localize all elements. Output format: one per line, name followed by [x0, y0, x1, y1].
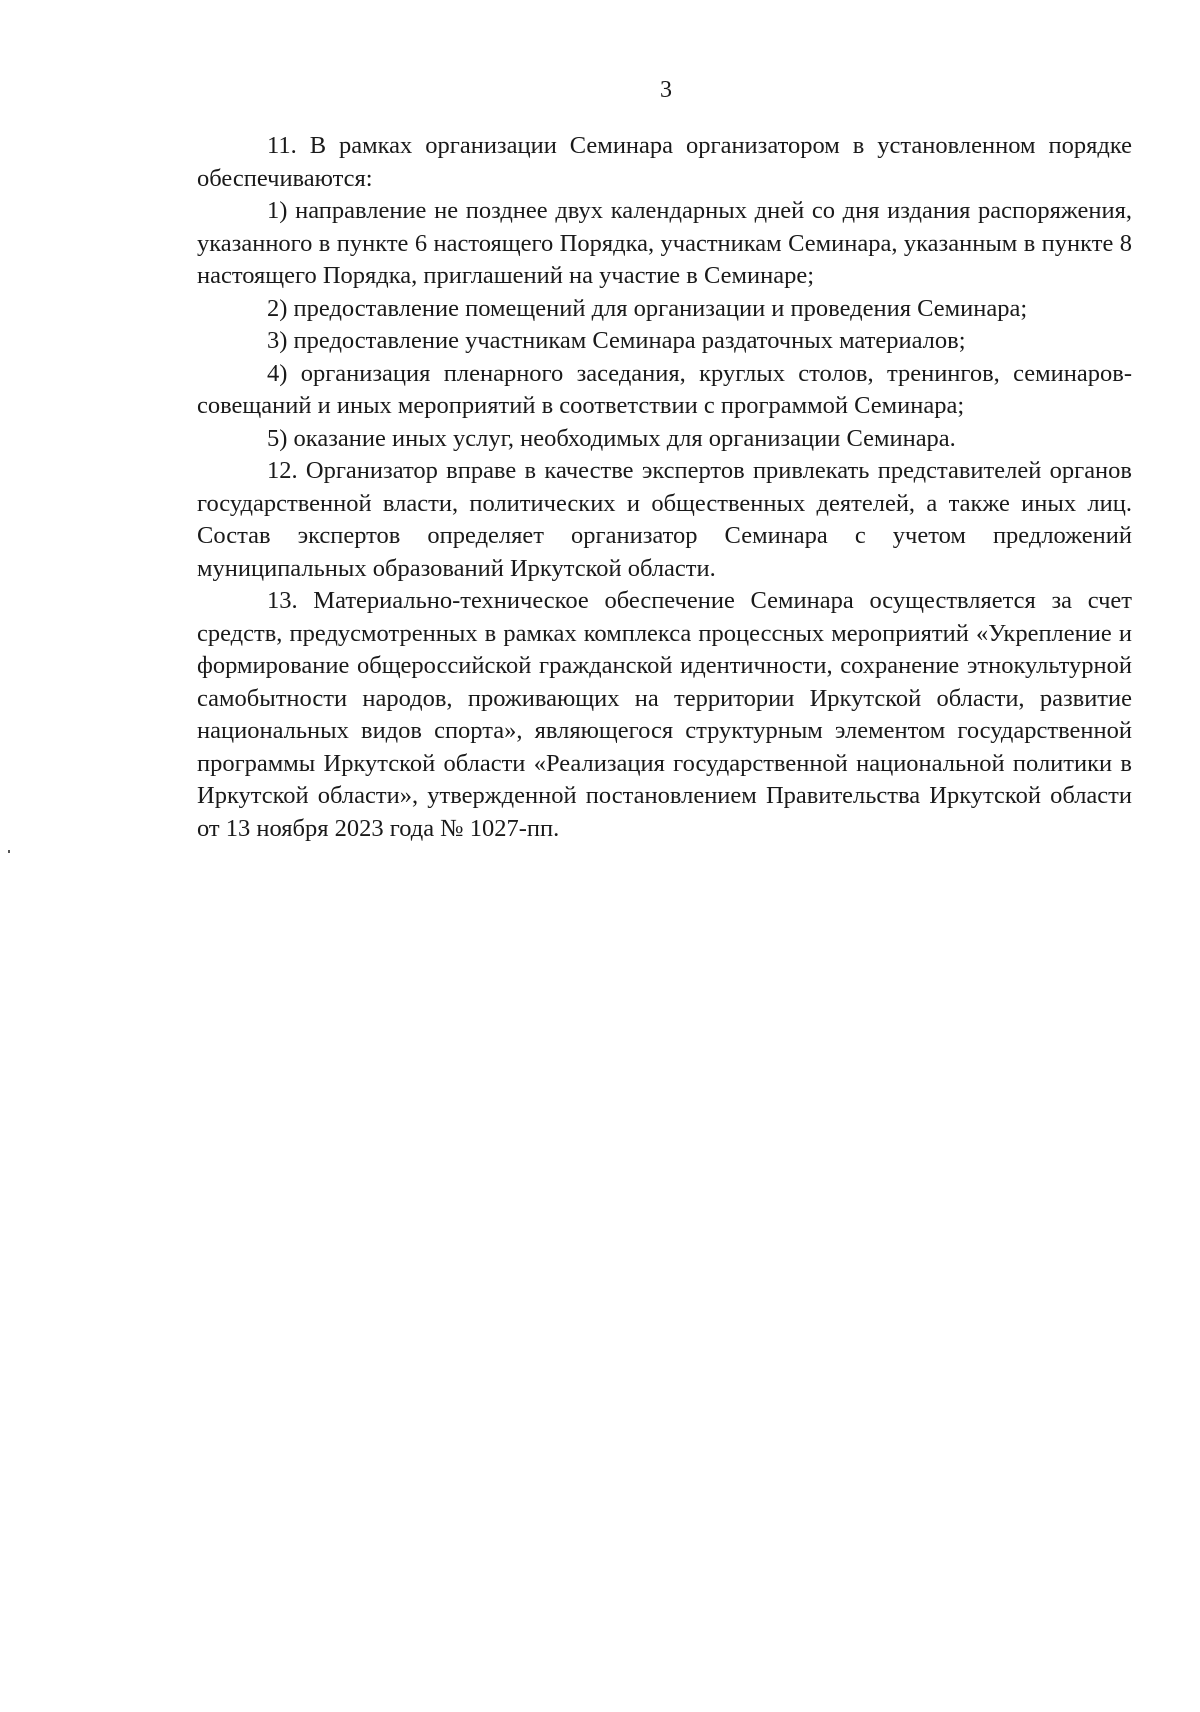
scan-speck	[8, 850, 10, 853]
page-number: 3	[660, 77, 672, 103]
list-item-1: 1) направление не позднее двух календарных дней со дня издания распоряжения, указанного в пункте 6 настоящего Порядка, участникам Семинара, указанным в пункте 8 настоящего Порядка, приглашений на участие в Семинаре;	[197, 197, 1132, 289]
list-item-3: 3) предоставление участникам Семинара раздаточных материалов;	[267, 327, 966, 354]
list-item-5: 5) оказание иных услуг, необходимых для организации Семинара.	[267, 424, 956, 452]
document-body	[197, 130, 1132, 845]
paragraph-13: 13. Материально-техническое обеспечение Семинара осуществляется за счет средств, предусмотренных в рамках комплекса процессных мероприятий «Укрепление и формирование общероссийской гражданской идентичности, сохранение этнокультурной самобытности народов, проживающих на территории Иркутской области, развитие национальных видов спорта», являющегося структурным элементом государственной программы Иркутской области «Реализация государственной национальной политики в Иркутской области», утвержденной постановлением Правительства Иркутской области от 13 ноября 2023 года № 1027-пп.	[197, 587, 1132, 842]
paragraph-11: 11. В рамках организации Семинара организатором в установленном порядке обеспечиваются:	[197, 132, 1132, 192]
list-item-2: 2) предоставление помещений для организации и проведения Семинара;	[267, 294, 1028, 322]
list-item-4: 4) организация пленарного заседания, круглых столов, тренингов, семинаров-совещаний и иных мероприятий в соответствии с программой Семинара;	[197, 359, 1132, 419]
paragraph-12: 12. Организатор вправе в качестве экспертов привлекать представителей органов государственной власти, политических и общественных деятелей, а также иных лиц. Состав экспертов определяет организатор Семинара с учетом предложений муниципальных образований Иркутской области.	[197, 457, 1132, 582]
